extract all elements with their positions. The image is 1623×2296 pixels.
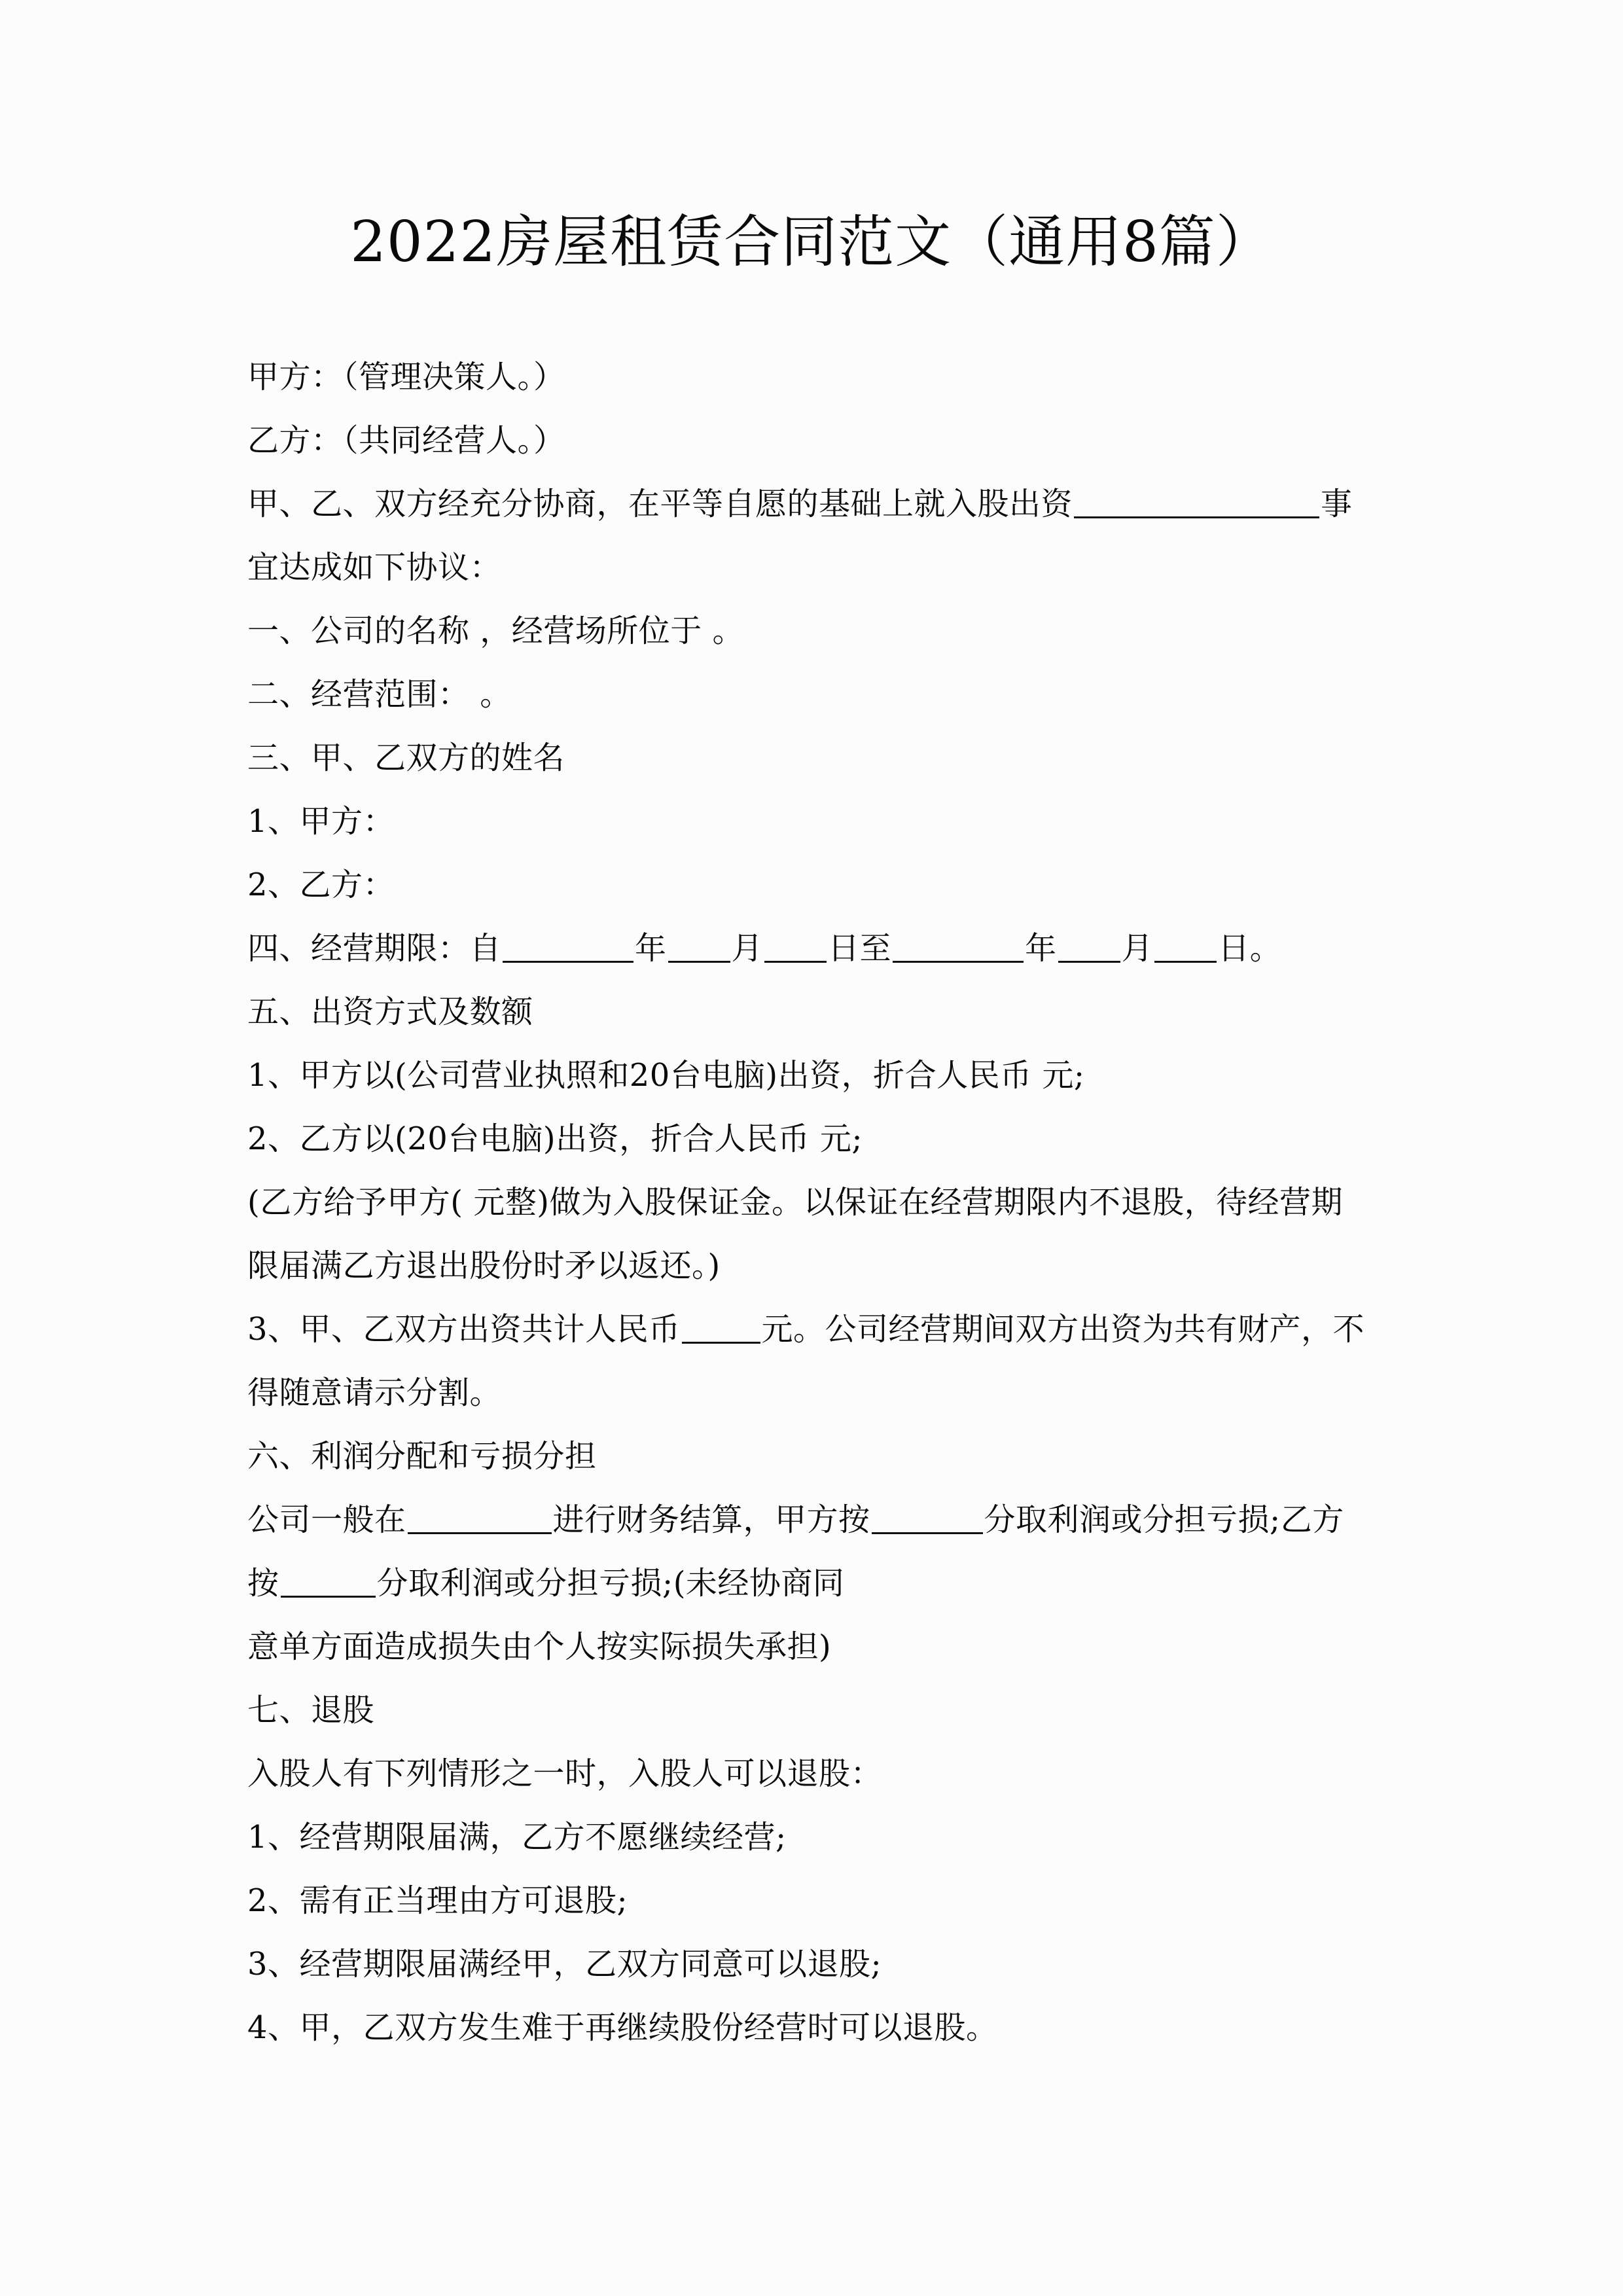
document-line [247,853,1380,917]
line-text: 月 [1121,930,1154,967]
line-text: 得随意请示分割。 [247,1374,502,1411]
document-line [247,473,1380,536]
line-text: 2、需有正当理由方可退股; [247,1882,628,1919]
line-text: 事 [1321,486,1353,522]
line-text: 2、乙方： [247,867,395,903]
line-text: 3、经营期限届满经甲，乙双方同意可以退股; [247,1946,882,1982]
document-line [247,1742,1380,1806]
document-line [247,1933,1380,1996]
fill-in-blank [893,922,1024,963]
line-text: 月 [731,930,764,967]
document-line [247,1107,1380,1171]
fill-in-blank [668,922,730,963]
document-line [247,917,1380,980]
line-text: 1、甲方以(公司营业执照和20台电脑)出资，折合人民币 元; [247,1057,1085,1094]
line-text: 限届满乙方退出股份时矛以返还。) [247,1247,721,1284]
line-text: 4、甲，乙双方发生难于再继续股份经营时可以退股。 [247,2009,998,2046]
document-body [247,346,1380,2060]
document-line [247,1425,1380,1488]
line-text: 2、乙方以(20台电脑)出资，折合人民币 元; [247,1121,863,1157]
line-text: 甲方：（管理决策人。） [247,359,565,395]
document-line [247,600,1380,663]
document-line [247,1361,1380,1425]
document-line [247,1552,1380,1615]
fill-in-blank [872,1493,983,1534]
line-text: 分取利润或分担亏损;(未经协商同 [376,1565,845,1602]
fill-in-blank [281,1556,376,1598]
line-text: 三、甲、乙双方的姓名 [247,740,565,776]
line-text: 七、退股 [247,1692,375,1729]
document-line [247,790,1380,853]
fill-in-blank [503,922,633,963]
fill-in-blank [764,922,827,963]
line-text: 年 [1025,930,1057,967]
line-text: (乙方给予甲方( 元整)做为入股保证金。以保证在经营期限内不退股，待经营期 [247,1184,1343,1221]
line-text: 1、经营期限届满，乙方不愿继续经营; [247,1819,787,1856]
fill-in-blank [1154,922,1217,963]
line-text: 意单方面造成损失由个人按实际损失承担) [247,1628,832,1665]
fill-in-blank [1058,922,1120,963]
document-line [247,1679,1380,1742]
document-line [247,1044,1380,1107]
line-text: 六、利润分配和亏损分担 [247,1438,597,1475]
line-text: 二、经营范围： 。 [247,676,512,713]
document-line [247,346,1380,409]
line-text: 乙方：（共同经营人。） [247,422,565,459]
document-line [247,726,1380,790]
document-line [247,409,1380,473]
fill-in-blank [682,1302,760,1344]
document-title: 2022房屋租赁合同范文（通用8篇） [350,209,1273,275]
line-text: 日至 [828,930,892,967]
line-text: 入股人有下列情形之一时，入股人可以退股： [247,1755,883,1792]
fill-in-blank [1074,477,1319,518]
document-line [247,1234,1380,1298]
document-line [247,663,1380,726]
line-text: 3、甲、乙双方出资共计人民币 [247,1311,681,1348]
line-text: 1、甲方： [247,803,395,840]
document-line [247,1615,1380,1679]
document-line [247,1996,1380,2060]
line-text: 元。公司经营期间双方出资为共有财产，不 [761,1311,1365,1348]
line-text: 进行财务结算，甲方按 [552,1501,870,1538]
line-text: 五、出资方式及数额 [247,994,533,1030]
fill-in-blank [408,1493,552,1534]
document-line [247,1171,1380,1234]
document-line [247,1298,1380,1361]
line-text: 甲、乙、双方经充分协商，在平等自愿的基础上就入股出资 [247,486,1073,522]
line-text: 年 [635,930,667,967]
line-text: 四、经营期限：自 [247,930,502,967]
line-text: 日。 [1218,930,1282,967]
line-text: 分取利润或分担亏损;乙方 [984,1501,1344,1538]
line-text: 一、公司的名称 ，经营场所位于 。 [247,613,745,649]
line-text: 宜达成如下协议： [247,549,502,586]
line-text: 按 [247,1565,279,1602]
line-text: 公司一般在 [247,1501,406,1538]
document-line [247,1869,1380,1933]
document-line [247,1488,1380,1552]
document-line [247,536,1380,600]
document-line [247,980,1380,1044]
document-line [247,1806,1380,1869]
